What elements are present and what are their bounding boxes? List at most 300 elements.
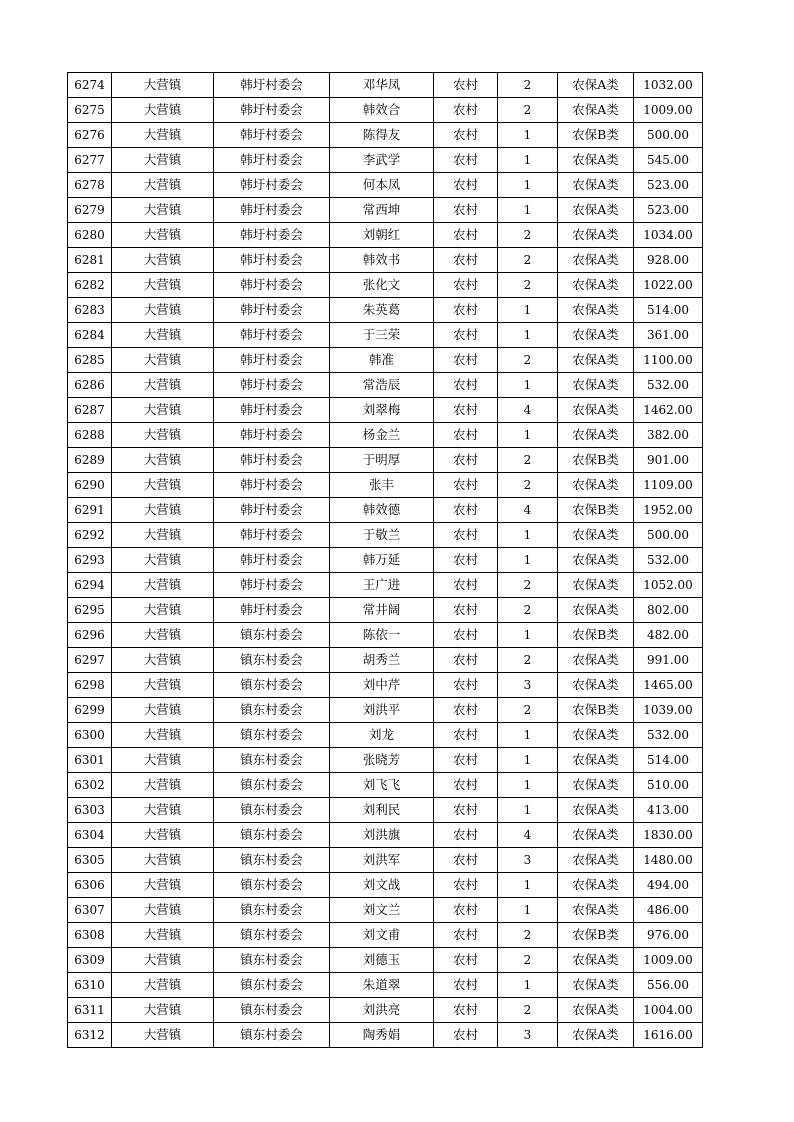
count-cell: 2 xyxy=(498,598,558,623)
category-cell: 农保A类 xyxy=(558,648,634,673)
table-row xyxy=(68,148,703,173)
table-row xyxy=(68,848,703,873)
town-cell: 大营镇 xyxy=(112,398,214,423)
name-cell: 韩万延 xyxy=(330,548,434,573)
town-cell: 大营镇 xyxy=(112,848,214,873)
count-cell: 1 xyxy=(498,198,558,223)
town-cell: 大营镇 xyxy=(112,498,214,523)
town-cell: 大营镇 xyxy=(112,973,214,998)
table-row xyxy=(68,323,703,348)
count-cell: 2 xyxy=(498,923,558,948)
name-cell: 刘文战 xyxy=(330,873,434,898)
village-cell: 镇东村委会 xyxy=(214,1023,330,1048)
town-cell: 大营镇 xyxy=(112,998,214,1023)
area-cell: 农村 xyxy=(434,223,498,248)
name-cell: 常西坤 xyxy=(330,198,434,223)
village-cell: 镇东村委会 xyxy=(214,823,330,848)
village-cell: 镇东村委会 xyxy=(214,923,330,948)
amount-cell: 1009.00 xyxy=(634,98,703,123)
village-cell: 韩圩村委会 xyxy=(214,373,330,398)
area-cell: 农村 xyxy=(434,623,498,648)
table-row xyxy=(68,173,703,198)
amount-cell: 510.00 xyxy=(634,773,703,798)
serial-cell: 6297 xyxy=(68,648,112,673)
amount-cell: 1952.00 xyxy=(634,498,703,523)
name-cell: 刘德玉 xyxy=(330,948,434,973)
serial-cell: 6302 xyxy=(68,773,112,798)
town-cell: 大营镇 xyxy=(112,873,214,898)
table-row xyxy=(68,473,703,498)
category-cell: 农保A类 xyxy=(558,98,634,123)
count-cell: 2 xyxy=(498,698,558,723)
name-cell: 李武学 xyxy=(330,148,434,173)
name-cell: 韩效合 xyxy=(330,98,434,123)
area-cell: 农村 xyxy=(434,323,498,348)
amount-cell: 928.00 xyxy=(634,248,703,273)
area-cell: 农村 xyxy=(434,148,498,173)
table-row xyxy=(68,623,703,648)
category-cell: 农保A类 xyxy=(558,798,634,823)
count-cell: 2 xyxy=(498,998,558,1023)
category-cell: 农保A类 xyxy=(558,523,634,548)
serial-cell: 6312 xyxy=(68,1023,112,1048)
amount-cell: 482.00 xyxy=(634,623,703,648)
count-cell: 1 xyxy=(498,148,558,173)
count-cell: 2 xyxy=(498,248,558,273)
area-cell: 农村 xyxy=(434,498,498,523)
village-cell: 韩圩村委会 xyxy=(214,148,330,173)
village-cell: 镇东村委会 xyxy=(214,973,330,998)
name-cell: 刘文甫 xyxy=(330,923,434,948)
town-cell: 大营镇 xyxy=(112,373,214,398)
village-cell: 镇东村委会 xyxy=(214,748,330,773)
count-cell: 1 xyxy=(498,798,558,823)
count-cell: 1 xyxy=(498,173,558,198)
category-cell: 农保A类 xyxy=(558,423,634,448)
amount-cell: 545.00 xyxy=(634,148,703,173)
table-row xyxy=(68,798,703,823)
village-cell: 韩圩村委会 xyxy=(214,548,330,573)
count-cell: 2 xyxy=(498,73,558,98)
amount-cell: 1465.00 xyxy=(634,673,703,698)
town-cell: 大营镇 xyxy=(112,573,214,598)
count-cell: 2 xyxy=(498,98,558,123)
amount-cell: 532.00 xyxy=(634,548,703,573)
amount-cell: 1480.00 xyxy=(634,848,703,873)
category-cell: 农保A类 xyxy=(558,598,634,623)
table-row xyxy=(68,248,703,273)
table-row xyxy=(68,98,703,123)
village-cell: 韩圩村委会 xyxy=(214,248,330,273)
amount-cell: 523.00 xyxy=(634,173,703,198)
category-cell: 农保A类 xyxy=(558,248,634,273)
table-row xyxy=(68,273,703,298)
serial-cell: 6309 xyxy=(68,948,112,973)
town-cell: 大营镇 xyxy=(112,648,214,673)
name-cell: 张晓芳 xyxy=(330,748,434,773)
name-cell: 于明厚 xyxy=(330,448,434,473)
table-row xyxy=(68,73,703,98)
serial-cell: 6280 xyxy=(68,223,112,248)
area-cell: 农村 xyxy=(434,573,498,598)
town-cell: 大营镇 xyxy=(112,223,214,248)
count-cell: 2 xyxy=(498,573,558,598)
name-cell: 刘洪军 xyxy=(330,848,434,873)
name-cell: 常浩辰 xyxy=(330,373,434,398)
village-cell: 韩圩村委会 xyxy=(214,398,330,423)
amount-cell: 1109.00 xyxy=(634,473,703,498)
town-cell: 大营镇 xyxy=(112,123,214,148)
serial-cell: 6303 xyxy=(68,798,112,823)
amount-cell: 500.00 xyxy=(634,523,703,548)
amount-cell: 976.00 xyxy=(634,923,703,948)
village-cell: 镇东村委会 xyxy=(214,648,330,673)
count-cell: 1 xyxy=(498,523,558,548)
area-cell: 农村 xyxy=(434,523,498,548)
count-cell: 1 xyxy=(498,898,558,923)
serial-cell: 6295 xyxy=(68,598,112,623)
village-cell: 镇东村委会 xyxy=(214,848,330,873)
village-cell: 镇东村委会 xyxy=(214,623,330,648)
count-cell: 2 xyxy=(498,273,558,298)
town-cell: 大营镇 xyxy=(112,173,214,198)
category-cell: 农保A类 xyxy=(558,823,634,848)
town-cell: 大营镇 xyxy=(112,73,214,98)
area-cell: 农村 xyxy=(434,373,498,398)
serial-cell: 6287 xyxy=(68,398,112,423)
count-cell: 1 xyxy=(498,723,558,748)
town-cell: 大营镇 xyxy=(112,948,214,973)
table-row xyxy=(68,773,703,798)
town-cell: 大营镇 xyxy=(112,198,214,223)
amount-cell: 1616.00 xyxy=(634,1023,703,1048)
name-cell: 杨金兰 xyxy=(330,423,434,448)
town-cell: 大营镇 xyxy=(112,673,214,698)
area-cell: 农村 xyxy=(434,873,498,898)
table-row xyxy=(68,1023,703,1048)
village-cell: 韩圩村委会 xyxy=(214,448,330,473)
serial-cell: 6306 xyxy=(68,873,112,898)
name-cell: 陈得友 xyxy=(330,123,434,148)
village-cell: 镇东村委会 xyxy=(214,873,330,898)
category-cell: 农保A类 xyxy=(558,948,634,973)
count-cell: 1 xyxy=(498,873,558,898)
town-cell: 大营镇 xyxy=(112,273,214,298)
serial-cell: 6285 xyxy=(68,348,112,373)
area-cell: 农村 xyxy=(434,723,498,748)
category-cell: 农保A类 xyxy=(558,723,634,748)
count-cell: 1 xyxy=(498,773,558,798)
serial-cell: 6311 xyxy=(68,998,112,1023)
serial-cell: 6296 xyxy=(68,623,112,648)
category-cell: 农保B类 xyxy=(558,123,634,148)
category-cell: 农保A类 xyxy=(558,773,634,798)
amount-cell: 991.00 xyxy=(634,648,703,673)
name-cell: 张丰 xyxy=(330,473,434,498)
category-cell: 农保A类 xyxy=(558,473,634,498)
village-cell: 镇东村委会 xyxy=(214,798,330,823)
serial-cell: 6307 xyxy=(68,898,112,923)
count-cell: 1 xyxy=(498,748,558,773)
name-cell: 常井阔 xyxy=(330,598,434,623)
town-cell: 大营镇 xyxy=(112,423,214,448)
town-cell: 大营镇 xyxy=(112,548,214,573)
amount-cell: 523.00 xyxy=(634,198,703,223)
amount-cell: 1100.00 xyxy=(634,348,703,373)
table-row xyxy=(68,523,703,548)
town-cell: 大营镇 xyxy=(112,148,214,173)
area-cell: 农村 xyxy=(434,848,498,873)
serial-cell: 6305 xyxy=(68,848,112,873)
area-cell: 农村 xyxy=(434,473,498,498)
village-cell: 韩圩村委会 xyxy=(214,348,330,373)
area-cell: 农村 xyxy=(434,923,498,948)
town-cell: 大营镇 xyxy=(112,748,214,773)
name-cell: 陈依一 xyxy=(330,623,434,648)
category-cell: 农保B类 xyxy=(558,448,634,473)
town-cell: 大营镇 xyxy=(112,598,214,623)
town-cell: 大营镇 xyxy=(112,698,214,723)
name-cell: 刘洪旗 xyxy=(330,823,434,848)
table-row xyxy=(68,423,703,448)
category-cell: 农保A类 xyxy=(558,173,634,198)
town-cell: 大营镇 xyxy=(112,898,214,923)
amount-cell: 514.00 xyxy=(634,748,703,773)
area-cell: 农村 xyxy=(434,73,498,98)
village-cell: 韩圩村委会 xyxy=(214,273,330,298)
area-cell: 农村 xyxy=(434,1023,498,1048)
category-cell: 农保A类 xyxy=(558,1023,634,1048)
area-cell: 农村 xyxy=(434,248,498,273)
category-cell: 农保B类 xyxy=(558,623,634,648)
table-row xyxy=(68,548,703,573)
category-cell: 农保A类 xyxy=(558,373,634,398)
area-cell: 农村 xyxy=(434,998,498,1023)
serial-cell: 6304 xyxy=(68,823,112,848)
serial-cell: 6282 xyxy=(68,273,112,298)
amount-cell: 413.00 xyxy=(634,798,703,823)
area-cell: 农村 xyxy=(434,973,498,998)
table-row xyxy=(68,598,703,623)
town-cell: 大营镇 xyxy=(112,248,214,273)
category-cell: 农保A类 xyxy=(558,873,634,898)
category-cell: 农保A类 xyxy=(558,973,634,998)
serial-cell: 6300 xyxy=(68,723,112,748)
area-cell: 农村 xyxy=(434,698,498,723)
serial-cell: 6308 xyxy=(68,923,112,948)
area-cell: 农村 xyxy=(434,823,498,848)
area-cell: 农村 xyxy=(434,273,498,298)
table-row xyxy=(68,123,703,148)
village-cell: 韩圩村委会 xyxy=(214,598,330,623)
town-cell: 大营镇 xyxy=(112,473,214,498)
area-cell: 农村 xyxy=(434,548,498,573)
count-cell: 2 xyxy=(498,348,558,373)
village-cell: 韩圩村委会 xyxy=(214,523,330,548)
table-row xyxy=(68,748,703,773)
category-cell: 农保B类 xyxy=(558,698,634,723)
count-cell: 1 xyxy=(498,548,558,573)
table-body xyxy=(68,73,703,1048)
amount-cell: 1039.00 xyxy=(634,698,703,723)
table-row xyxy=(68,723,703,748)
serial-cell: 6292 xyxy=(68,523,112,548)
table-row xyxy=(68,923,703,948)
name-cell: 张化文 xyxy=(330,273,434,298)
count-cell: 1 xyxy=(498,623,558,648)
category-cell: 农保A类 xyxy=(558,223,634,248)
name-cell: 刘朝红 xyxy=(330,223,434,248)
table-row xyxy=(68,973,703,998)
serial-cell: 6278 xyxy=(68,173,112,198)
serial-cell: 6294 xyxy=(68,573,112,598)
amount-cell: 901.00 xyxy=(634,448,703,473)
category-cell: 农保A类 xyxy=(558,198,634,223)
name-cell: 刘利民 xyxy=(330,798,434,823)
village-cell: 韩圩村委会 xyxy=(214,223,330,248)
category-cell: 农保A类 xyxy=(558,323,634,348)
serial-cell: 6310 xyxy=(68,973,112,998)
amount-cell: 1034.00 xyxy=(634,223,703,248)
name-cell: 胡秀兰 xyxy=(330,648,434,673)
category-cell: 农保A类 xyxy=(558,573,634,598)
village-cell: 韩圩村委会 xyxy=(214,423,330,448)
household-roster-table xyxy=(67,72,703,1048)
category-cell: 农保A类 xyxy=(558,848,634,873)
table-row xyxy=(68,498,703,523)
count-cell: 2 xyxy=(498,473,558,498)
amount-cell: 556.00 xyxy=(634,973,703,998)
area-cell: 农村 xyxy=(434,173,498,198)
serial-cell: 6275 xyxy=(68,98,112,123)
name-cell: 刘龙 xyxy=(330,723,434,748)
area-cell: 农村 xyxy=(434,123,498,148)
town-cell: 大营镇 xyxy=(112,1023,214,1048)
category-cell: 农保B类 xyxy=(558,923,634,948)
amount-cell: 532.00 xyxy=(634,373,703,398)
count-cell: 1 xyxy=(498,973,558,998)
area-cell: 农村 xyxy=(434,348,498,373)
serial-cell: 6277 xyxy=(68,148,112,173)
name-cell: 于敬兰 xyxy=(330,523,434,548)
amount-cell: 1462.00 xyxy=(634,398,703,423)
area-cell: 农村 xyxy=(434,423,498,448)
town-cell: 大营镇 xyxy=(112,798,214,823)
serial-cell: 6281 xyxy=(68,248,112,273)
village-cell: 镇东村委会 xyxy=(214,998,330,1023)
town-cell: 大营镇 xyxy=(112,98,214,123)
name-cell: 刘洪平 xyxy=(330,698,434,723)
amount-cell: 382.00 xyxy=(634,423,703,448)
table-row xyxy=(68,898,703,923)
town-cell: 大营镇 xyxy=(112,823,214,848)
table-row xyxy=(68,823,703,848)
count-cell: 4 xyxy=(498,823,558,848)
serial-cell: 6288 xyxy=(68,423,112,448)
area-cell: 农村 xyxy=(434,648,498,673)
town-cell: 大营镇 xyxy=(112,348,214,373)
name-cell: 刘中芹 xyxy=(330,673,434,698)
town-cell: 大营镇 xyxy=(112,923,214,948)
table-row xyxy=(68,448,703,473)
village-cell: 镇东村委会 xyxy=(214,948,330,973)
category-cell: 农保A类 xyxy=(558,298,634,323)
name-cell: 朱英葛 xyxy=(330,298,434,323)
category-cell: 农保A类 xyxy=(558,273,634,298)
amount-cell: 500.00 xyxy=(634,123,703,148)
count-cell: 1 xyxy=(498,123,558,148)
count-cell: 1 xyxy=(498,423,558,448)
area-cell: 农村 xyxy=(434,773,498,798)
table-row xyxy=(68,223,703,248)
table-row xyxy=(68,698,703,723)
count-cell: 3 xyxy=(498,848,558,873)
village-cell: 韩圩村委会 xyxy=(214,98,330,123)
name-cell: 刘翠梅 xyxy=(330,398,434,423)
table-row xyxy=(68,673,703,698)
name-cell: 朱道翠 xyxy=(330,973,434,998)
count-cell: 2 xyxy=(498,648,558,673)
town-cell: 大营镇 xyxy=(112,448,214,473)
serial-cell: 6276 xyxy=(68,123,112,148)
table-row xyxy=(68,373,703,398)
name-cell: 邓华凤 xyxy=(330,73,434,98)
count-cell: 4 xyxy=(498,498,558,523)
category-cell: 农保A类 xyxy=(558,998,634,1023)
amount-cell: 1032.00 xyxy=(634,73,703,98)
count-cell: 3 xyxy=(498,1023,558,1048)
name-cell: 刘文兰 xyxy=(330,898,434,923)
village-cell: 韩圩村委会 xyxy=(214,123,330,148)
table-row xyxy=(68,573,703,598)
category-cell: 农保A类 xyxy=(558,673,634,698)
table-row xyxy=(68,298,703,323)
name-cell: 刘洪亮 xyxy=(330,998,434,1023)
name-cell: 刘飞飞 xyxy=(330,773,434,798)
amount-cell: 1004.00 xyxy=(634,998,703,1023)
town-cell: 大营镇 xyxy=(112,298,214,323)
amount-cell: 361.00 xyxy=(634,323,703,348)
count-cell: 1 xyxy=(498,323,558,348)
village-cell: 镇东村委会 xyxy=(214,723,330,748)
amount-cell: 494.00 xyxy=(634,873,703,898)
count-cell: 4 xyxy=(498,398,558,423)
village-cell: 镇东村委会 xyxy=(214,673,330,698)
category-cell: 农保A类 xyxy=(558,748,634,773)
name-cell: 韩准 xyxy=(330,348,434,373)
area-cell: 农村 xyxy=(434,198,498,223)
category-cell: 农保A类 xyxy=(558,148,634,173)
name-cell: 王广进 xyxy=(330,573,434,598)
amount-cell: 532.00 xyxy=(634,723,703,748)
name-cell: 何本凤 xyxy=(330,173,434,198)
town-cell: 大营镇 xyxy=(112,723,214,748)
serial-cell: 6279 xyxy=(68,198,112,223)
serial-cell: 6291 xyxy=(68,498,112,523)
category-cell: 农保B类 xyxy=(558,498,634,523)
town-cell: 大营镇 xyxy=(112,323,214,348)
area-cell: 农村 xyxy=(434,798,498,823)
category-cell: 农保A类 xyxy=(558,348,634,373)
serial-cell: 6293 xyxy=(68,548,112,573)
count-cell: 2 xyxy=(498,948,558,973)
town-cell: 大营镇 xyxy=(112,623,214,648)
village-cell: 韩圩村委会 xyxy=(214,498,330,523)
village-cell: 韩圩村委会 xyxy=(214,573,330,598)
serial-cell: 6283 xyxy=(68,298,112,323)
table-row xyxy=(68,948,703,973)
table-row xyxy=(68,348,703,373)
